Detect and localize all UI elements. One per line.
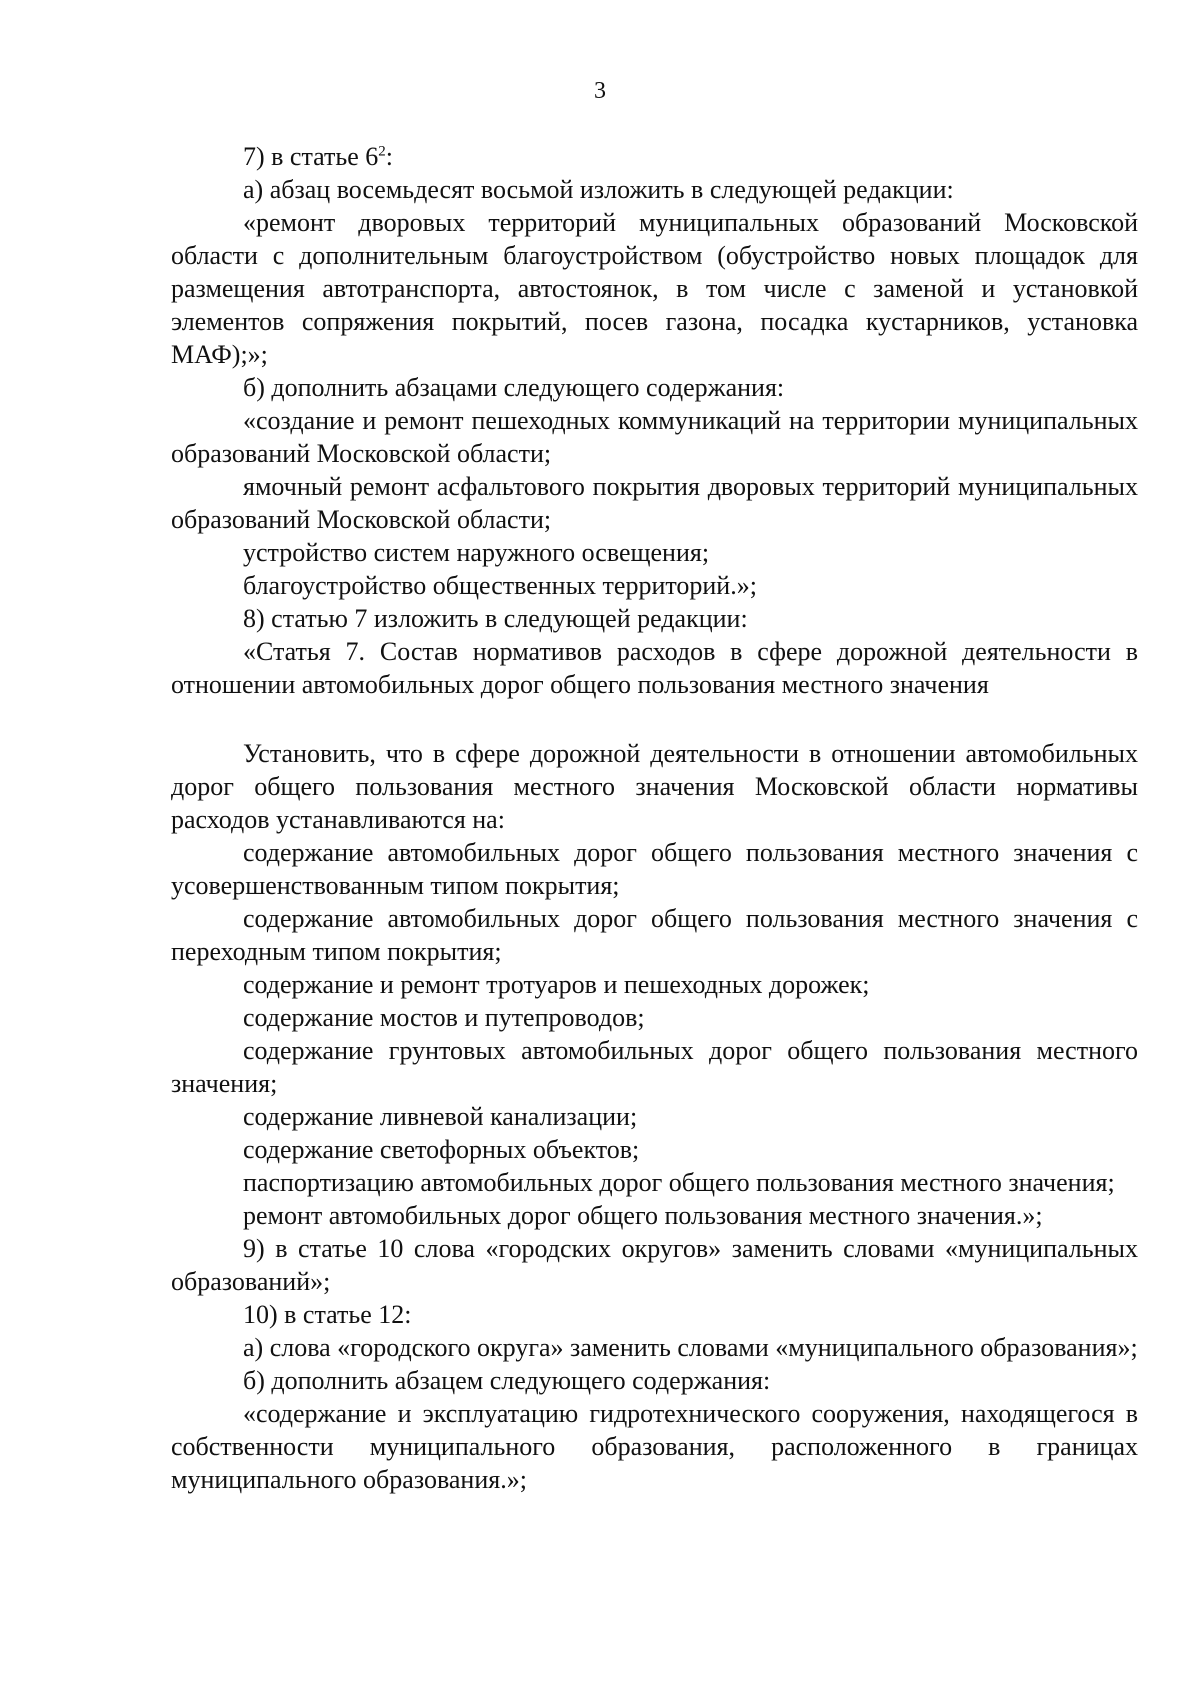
paragraph: б) дополнить абзацем следующего содержания: [243, 1366, 771, 1395]
paragraph: содержание ливневой канализации; [243, 1102, 638, 1131]
item-7-heading [171, 140, 1138, 173]
paragraph: «ремонт дворовых территорий муниципальных образований Московской области с дополнительным благоустройством (обустройство новых площадок для размещения автотранспорта, автостоянок, в том числе с заменой и установкой элементов сопряжения покрытий, посев газона, посадка кустарников, установка МАФ);»; [171, 208, 1138, 369]
paragraph-block-b [171, 737, 1138, 1496]
item-7-suffix: : [385, 142, 394, 171]
paragraph: а) абзац восемьдесят восьмой изложить в следующей редакции: [243, 175, 954, 204]
paragraph: «содержание и эксплуатацию гидротехнического сооружения, находящегося в собственности муниципального образования, расположенного в границах муниципального образования.»; [171, 1399, 1138, 1494]
item-7-prefix: 7) в статье 6 [243, 142, 379, 171]
paragraph: содержание и ремонт тротуаров и пешеходных дорожек; [243, 970, 870, 999]
paragraph: паспортизацию автомобильных дорог общего пользования местного значения; [243, 1168, 1115, 1197]
paragraph: содержание светофорных объектов; [243, 1135, 640, 1164]
paragraph: а) слова «городского округа» заменить словами «муниципального образования»; [243, 1333, 1138, 1362]
blank-line [171, 701, 1138, 737]
paragraph: б) дополнить абзацами следующего содержания: [243, 373, 785, 402]
paragraph: Установить, что в сфере дорожной деятельности в отношении автомобильных дорог общего пользования местного значения Московской области нормативы расходов устанавливаются на: [171, 739, 1138, 834]
page-number: 3 [594, 78, 606, 104]
item-7-superscript: 2 [378, 143, 386, 160]
paragraph: 8) статью 7 изложить в следующей редакции: [243, 604, 748, 633]
document-body [171, 140, 1138, 1496]
paragraph: ремонт автомобильных дорог общего пользования местного значения.»; [243, 1201, 1043, 1230]
paragraph: содержание автомобильных дорог общего пользования местного значения с усовершенствованным типом покрытия; [171, 838, 1138, 900]
paragraph: устройство систем наружного освещения; [243, 538, 710, 567]
paragraph: 9) в статье 10 слова «городских округов» заменить словами «муниципальных образований»; [171, 1234, 1138, 1296]
paragraph: «Статья 7. Состав нормативов расходов в сфере дорожной деятельности в отношении автомобильных дорог общего пользования местного значения [171, 637, 1138, 699]
paragraph: содержание автомобильных дорог общего пользования местного значения с переходным типом покрытия; [171, 904, 1138, 966]
paragraph: содержание грунтовых автомобильных дорог общего пользования местного значения; [171, 1036, 1138, 1098]
paragraph: содержание мостов и путепроводов; [243, 1003, 645, 1032]
paragraph-block-a [171, 173, 1138, 701]
paragraph: ямочный ремонт асфальтового покрытия дворовых территорий муниципальных образований Московской области; [171, 472, 1138, 534]
paragraph: «создание и ремонт пешеходных коммуникаций на территории муниципальных образований Московской области; [171, 406, 1138, 468]
paragraph: 10) в статье 12: [243, 1300, 412, 1329]
paragraph: благоустройство общественных территорий.»; [243, 571, 757, 600]
